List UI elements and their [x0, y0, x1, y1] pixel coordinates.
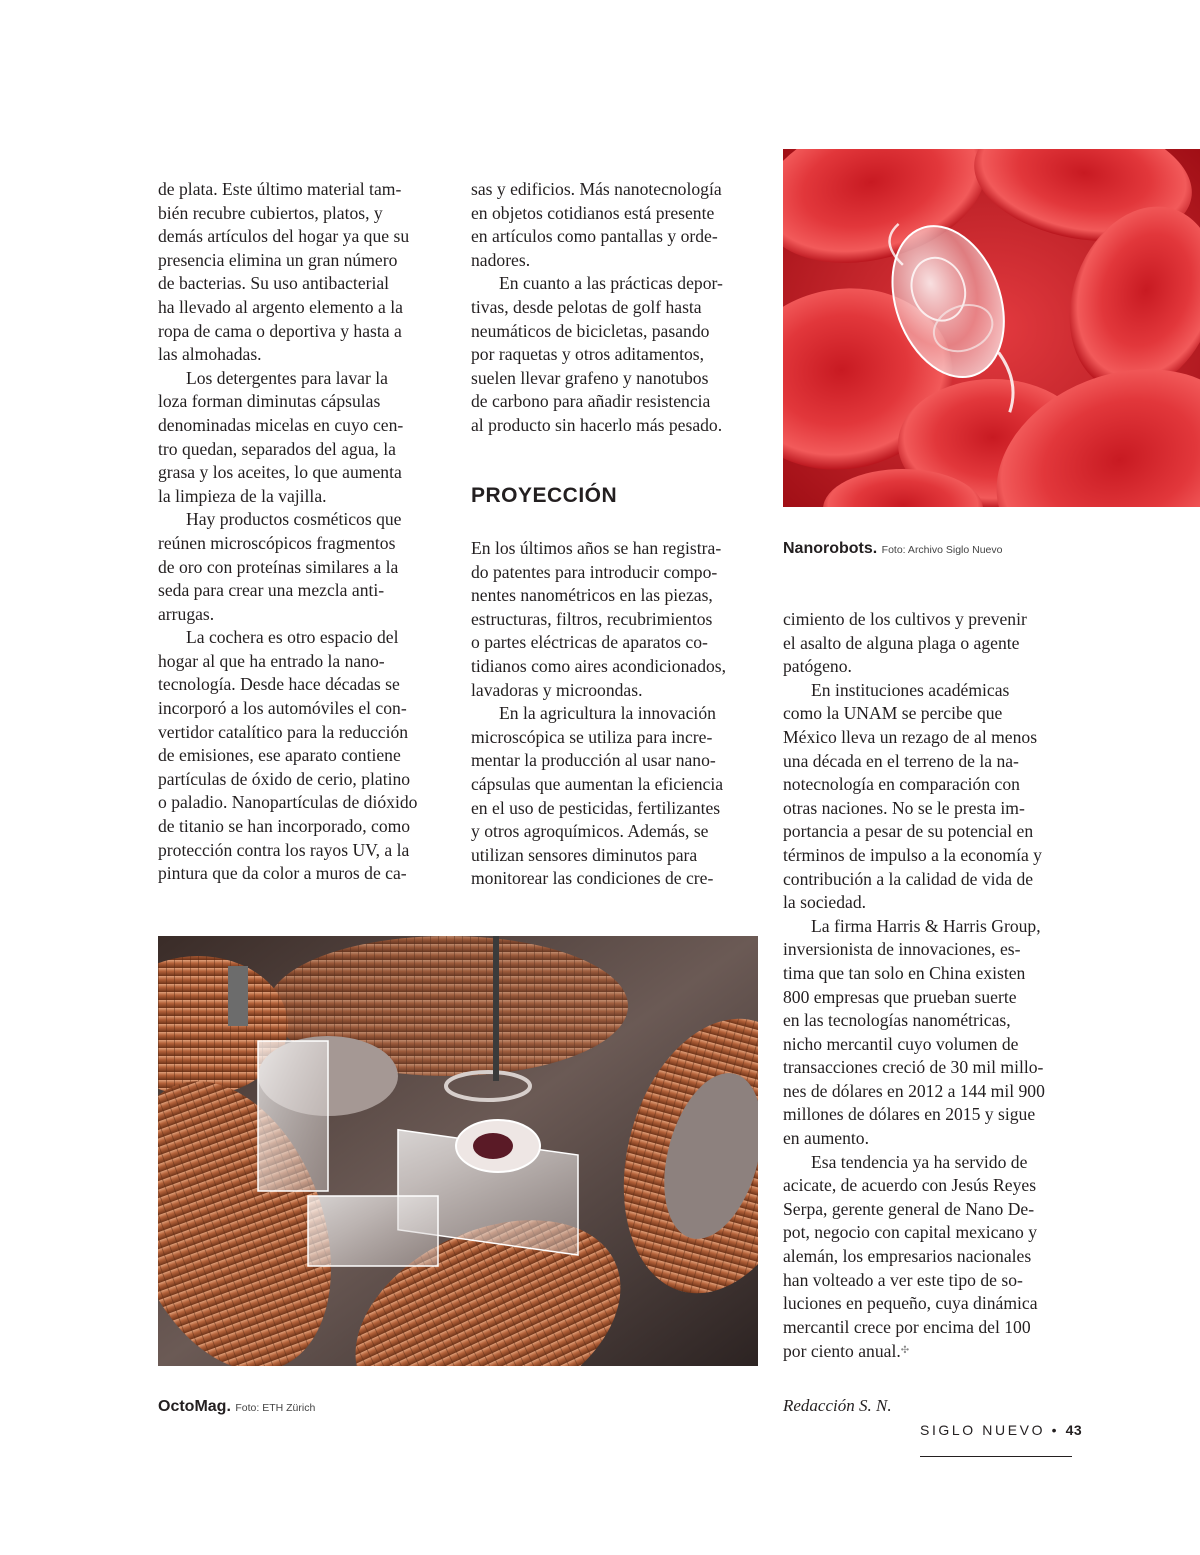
text-line: como la UNAM se percibe que	[783, 703, 1003, 724]
paragraph	[158, 626, 448, 886]
text-line: alemán, los empresarios nacionales	[783, 1246, 1032, 1267]
text-line: portancia a pesar de su potencial en	[783, 821, 1034, 842]
text-line: el asalto de alguna plaga o agente	[783, 632, 1020, 653]
text-line: protección contra los rayos UV, a la	[158, 839, 410, 860]
text-line: en artículos como pantallas y orde-	[471, 226, 718, 247]
text-line: nicho mercantil cuyo volumen de	[783, 1033, 1019, 1054]
byline: Redacción S. N.	[783, 1396, 892, 1415]
text-line: demás artículos del hogar ya que su	[158, 226, 410, 247]
paragraph	[783, 1151, 1083, 1364]
text-line: En instituciones académicas	[811, 679, 1010, 700]
text-line: en el uso de pesticidas, fertilizantes	[471, 797, 721, 818]
paragraph	[158, 508, 448, 626]
text-line: de titanio se han incorporado, como	[158, 816, 411, 837]
text-line: tidianos como aires acondicionados,	[471, 655, 727, 676]
text-line: mercantil crece por encima del 100	[783, 1316, 1031, 1337]
text-line: o partes eléctricas de aparatos co-	[471, 632, 708, 653]
text-line: luciones en pequeño, cuya dinámica	[783, 1293, 1038, 1314]
text-line: inversionista de innovaciones, es-	[783, 939, 1021, 960]
octomag-illustration	[158, 936, 758, 1366]
text-line: ropa de cama o deportiva y hasta a	[158, 320, 402, 341]
text-line: ha llevado al argento elemento a la	[158, 296, 403, 317]
text-line: sas y edificios. Más nanotecnología	[471, 179, 722, 199]
text-line: cápsulas que aumentan la eficiencia	[471, 773, 724, 794]
text-line	[783, 1339, 1083, 1364]
section-heading: PROYECCIÓN	[471, 484, 618, 507]
nanorobot-photo	[783, 149, 1200, 507]
text-line: notecnología en comparación con	[783, 774, 1020, 795]
text-line: monitorear las condiciones de cre-	[471, 868, 714, 889]
paragraph	[783, 608, 1083, 679]
page-footer	[920, 1422, 1083, 1438]
text-line: pot, negocio con capital mexicano y	[783, 1222, 1038, 1243]
end-mark-icon: ✣	[900, 1345, 910, 1357]
paragraph	[158, 367, 448, 509]
paragraph	[783, 915, 1083, 1151]
text-line: nes de dólares en 2012 a 144 mil 900	[783, 1080, 1045, 1101]
text-line: las almohadas.	[158, 344, 262, 365]
text-line: transacciones creció de 30 mil millo-	[783, 1057, 1044, 1078]
text-line: nadores.	[471, 249, 531, 270]
text-line: términos de impulso a la economía y	[783, 844, 1042, 865]
paragraph	[783, 679, 1083, 915]
text-line: cimiento de los cultivos y prevenir	[783, 609, 1027, 629]
nanorobot-illustration	[783, 149, 1200, 507]
caption-credit: Foto: ETH Zürich	[235, 1402, 316, 1414]
text-line: loza forman diminutas cápsulas	[158, 391, 381, 412]
page-number: 43	[1065, 1422, 1083, 1438]
line-text: por ciento anual.	[783, 1341, 901, 1362]
text-line: lavadoras y microondas.	[471, 679, 643, 700]
text-line: reúnen microscópicos fragmentos	[158, 532, 396, 553]
text-line: por raquetas y otros aditamentos,	[471, 344, 705, 365]
nanorobots-caption	[783, 540, 1002, 558]
text-line: contribución a la calidad de vida de	[783, 868, 1034, 889]
text-line: nentes nanométricos en las piezas,	[471, 585, 713, 606]
paragraph	[471, 272, 761, 437]
text-line: denominadas micelas en cuyo cen-	[158, 414, 404, 435]
text-line: partículas de óxido de cerio, platino	[158, 768, 411, 789]
text-line: 800 empresas que prueban suerte	[783, 986, 1017, 1007]
paragraph	[471, 702, 761, 891]
text-line: En la agricultura la innovación	[499, 703, 716, 724]
text-line: En cuanto a las prácticas depor-	[499, 273, 723, 294]
paragraph	[158, 178, 448, 367]
text-line: La firma Harris & Harris Group,	[811, 915, 1041, 936]
text-line: o paladio. Nanopartículas de dióxido	[158, 792, 418, 813]
text-line: de plata. Este último material tam-	[158, 179, 402, 199]
text-line: en las tecnologías nanométricas,	[783, 1010, 1011, 1031]
text-line: arrugas.	[158, 603, 215, 624]
text-line: estructuras, filtros, recubrimientos	[471, 608, 713, 629]
octomag-caption	[158, 1398, 315, 1416]
text-line: tro quedan, separados del agua, la	[158, 438, 396, 459]
caption-title: OctoMag.	[158, 1398, 231, 1415]
text-line: microscópica se utiliza para incre-	[471, 726, 713, 747]
text-line: de emisiones, ese aparato contiene	[158, 745, 401, 766]
paragraph	[471, 178, 761, 272]
text-line: y otros agroquímicos. Además, se	[471, 821, 709, 842]
text-column-2-bottom	[471, 537, 761, 891]
text-line: presencia elimina un gran número	[158, 249, 398, 270]
text-line: la sociedad.	[783, 892, 867, 913]
text-line: Hay productos cosméticos que	[186, 509, 402, 530]
magazine-name: SIGLO NUEVO	[920, 1422, 1046, 1438]
footer-rule	[920, 1456, 1072, 1457]
text-line: hogar al que ha entrado la nano-	[158, 650, 385, 671]
text-column-1	[158, 178, 448, 886]
text-line: millones de dólares en 2015 y sigue	[783, 1104, 1036, 1125]
text-line: otras naciones. No se le presta im-	[783, 797, 1025, 818]
text-line: Los detergentes para lavar la	[186, 367, 388, 388]
caption-credit: Foto: Archivo Siglo Nuevo	[881, 544, 1003, 556]
text-line: acicate, de acuerdo con Jesús Reyes	[783, 1175, 1037, 1196]
text-line: de bacterias. Su uso antibacterial	[158, 273, 390, 294]
text-line: de oro con proteínas similares a la	[158, 556, 399, 577]
text-line: Serpa, gerente general de Nano De-	[783, 1198, 1035, 1219]
text-line: patógeno.	[783, 656, 852, 677]
caption-title: Nanorobots.	[783, 540, 878, 557]
text-line: en aumento.	[783, 1128, 869, 1149]
text-line: incorporó a los automóviles el con-	[158, 698, 407, 719]
text-line: Esa tendencia ya ha servido de	[811, 1151, 1028, 1172]
text-line: una década en el terreno de la na-	[783, 750, 1019, 771]
text-line: grasa y los aceites, lo que aumenta	[158, 462, 402, 483]
text-line: han volteado a ver este tipo de so-	[783, 1269, 1023, 1290]
text-line: pintura que da color a muros de ca-	[158, 863, 407, 884]
text-line: utilizan sensores diminutos para	[471, 844, 698, 865]
text-line: México lleva un rezago de al menos	[783, 726, 1038, 747]
text-line: La cochera es otro espacio del	[186, 627, 399, 648]
footer-separator: •	[1051, 1422, 1060, 1438]
text-line: neumáticos de bicicletas, pasando	[471, 320, 710, 341]
text-line: tecnología. Desde hace décadas se	[158, 674, 400, 695]
octomag-photo	[158, 936, 758, 1366]
text-line: do patentes para introducir compo-	[471, 561, 718, 582]
text-line: vertidor catalítico para la reducción	[158, 721, 409, 742]
text-line: en objetos cotidianos está presente	[471, 202, 715, 223]
text-line: al producto sin hacerlo más pesado.	[471, 414, 723, 435]
text-line: tima que tan solo en China existen	[783, 962, 1026, 983]
text-line: seda para crear una mezcla anti-	[158, 580, 385, 601]
text-line: de carbono para añadir resistencia	[471, 391, 711, 412]
text-line: suelen llevar grafeno y nanotubos	[471, 367, 709, 388]
text-line: bién recubre cubiertos, platos, y	[158, 202, 383, 223]
text-line: En los últimos años se han registra-	[471, 538, 722, 558]
text-line: tivas, desde pelotas de golf hasta	[471, 296, 702, 317]
paragraph	[471, 537, 761, 702]
text-column-3	[783, 608, 1083, 1364]
text-column-2-top	[471, 178, 761, 438]
text-line: mentar la producción al usar nano-	[471, 750, 716, 771]
text-line: la limpieza de la vajilla.	[158, 485, 327, 506]
